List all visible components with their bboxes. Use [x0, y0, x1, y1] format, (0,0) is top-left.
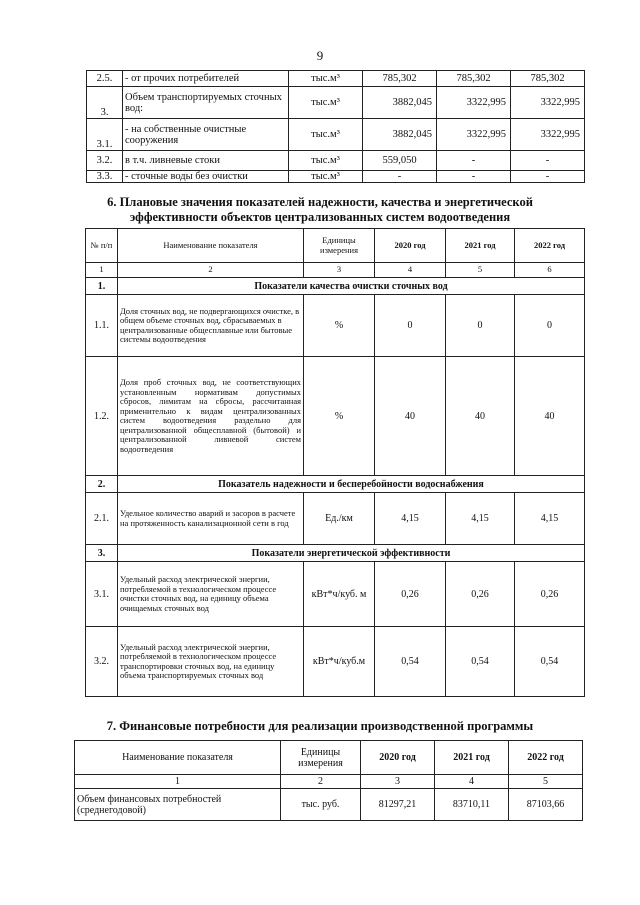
- indicator-name: Удельный расход электрической энергии, потребляемой в технологическом процессе очистки сточных вод, на единицу объема очищаемых сточных вод: [118, 562, 304, 627]
- row-number: 3.2.: [86, 627, 118, 697]
- value-2022: -: [511, 151, 585, 171]
- table-row: [86, 562, 585, 627]
- col-number: 2: [118, 263, 304, 278]
- row-number: 3.1.: [86, 562, 118, 627]
- value-2020: 40: [375, 357, 446, 476]
- col-number: 3: [304, 263, 375, 278]
- header-2020: 2020 год: [375, 229, 446, 263]
- indicator-name: - сточные воды без очистки: [123, 171, 289, 183]
- col-number: 4: [375, 263, 446, 278]
- table-row: [87, 71, 585, 87]
- value-2022: 3322,995: [511, 119, 585, 151]
- value-2020: 3882,045: [363, 87, 437, 119]
- column-numbers-row: [75, 775, 583, 789]
- value-2021: -: [437, 171, 511, 183]
- header-2022: 2022 год: [515, 229, 585, 263]
- value-2022: 785,302: [511, 71, 585, 87]
- group-number: 2.: [86, 476, 118, 493]
- value-2020: 559,050: [363, 151, 437, 171]
- header-row: [86, 229, 585, 263]
- value-2020: 4,15: [375, 493, 446, 545]
- indicator-name: - на собственные очистные сооружения: [123, 119, 289, 151]
- unit-cell: кВт*ч/куб.м: [304, 627, 375, 697]
- value-2021: -: [437, 151, 511, 171]
- financial-needs-table: [74, 740, 583, 821]
- column-numbers-row: [86, 263, 585, 278]
- value-2021: 3322,995: [437, 87, 511, 119]
- reliability-indicators-table: [85, 228, 585, 697]
- group-title: Показатели энергетической эффективности: [118, 545, 585, 562]
- value-2022: -: [511, 171, 585, 183]
- header-unit: Единицы измерения: [281, 741, 361, 775]
- header-row: [75, 741, 583, 775]
- value-2021: 83710,11: [435, 789, 509, 821]
- wastewater-volume-table: [86, 70, 585, 183]
- table-row: [86, 357, 585, 476]
- header-2020: 2020 год: [361, 741, 435, 775]
- row-number: 1.1.: [86, 295, 118, 357]
- section-6-title-line1: 6. Плановые значения показателей надежности, качества и энергетической: [107, 195, 533, 209]
- group-title: Показатель надежности и бесперебойности водоснабжения: [118, 476, 585, 493]
- unit-cell: тыс.м³: [289, 151, 363, 171]
- table-row: [75, 789, 583, 821]
- value-2022: 40: [515, 357, 585, 476]
- page-number: 9: [316, 48, 324, 63]
- unit-cell: %: [304, 295, 375, 357]
- unit-cell: %: [304, 357, 375, 476]
- header-2021: 2021 год: [446, 229, 515, 263]
- group-number: 1.: [86, 278, 118, 295]
- unit-cell: тыс.м³: [289, 171, 363, 183]
- col-number: 2: [281, 775, 361, 789]
- header-name: Наименование показателя: [118, 229, 304, 263]
- section-6-title: [0, 195, 640, 225]
- value-2022: 4,15: [515, 493, 585, 545]
- row-number: 3.2.: [87, 151, 123, 171]
- value-2022: 87103,66: [509, 789, 583, 821]
- header-2022: 2022 год: [509, 741, 583, 775]
- header-name: Наименование показателя: [75, 741, 281, 775]
- group-row: [86, 278, 585, 295]
- indicator-name: - от прочих потребителей: [123, 71, 289, 87]
- header-2021: 2021 год: [435, 741, 509, 775]
- group-title: Показатели качества очистки сточных вод: [118, 278, 585, 295]
- indicator-name: Доля проб сточных вод, не соответствующих установленным нормативам допустимых сбросов, лимитам на сбросы, рассчитанная применительно к видам централизованных систем водоотведения раздельно для централизованной общесплавной (бытовой) и централизованной ливневой систем водоотведения: [118, 357, 304, 476]
- value-2020: 0,54: [375, 627, 446, 697]
- col-number: 4: [435, 775, 509, 789]
- value-2020: 0,26: [375, 562, 446, 627]
- col-number: 6: [515, 263, 585, 278]
- value-2022: 0: [515, 295, 585, 357]
- table-row: [86, 627, 585, 697]
- row-number: 1.2.: [86, 357, 118, 476]
- row-number: 3.: [87, 87, 123, 119]
- value-2021: 4,15: [446, 493, 515, 545]
- indicator-name: Доля сточных вод, не подвергающихся очистке, в общем объеме сточных вод, сбрасываемых в централизованные общесплавные или бытовые системы водоотведения: [118, 295, 304, 357]
- header-num: № п/п: [86, 229, 118, 263]
- row-number: 2.5.: [87, 71, 123, 87]
- value-2021: 0: [446, 295, 515, 357]
- row-number: 2.1.: [86, 493, 118, 545]
- indicator-name: в т.ч. ливневые стоки: [123, 151, 289, 171]
- value-2021: 0,26: [446, 562, 515, 627]
- unit-cell: тыс.м³: [289, 87, 363, 119]
- row-number: 3.1.: [87, 119, 123, 151]
- col-number: 3: [361, 775, 435, 789]
- indicator-name: Удельный расход электрической энергии, потребляемой в технологическом процессе транспортировки сточных вод, на единицу объема транспортируемых сточных вод: [118, 627, 304, 697]
- value-2022: 0,26: [515, 562, 585, 627]
- value-2020: 3882,045: [363, 119, 437, 151]
- value-2021: 0,54: [446, 627, 515, 697]
- value-2020: -: [363, 171, 437, 183]
- table-row: [87, 171, 585, 183]
- unit-cell: тыс.м³: [289, 71, 363, 87]
- row-number: 3.3.: [87, 171, 123, 183]
- group-row: [86, 476, 585, 493]
- group-number: 3.: [86, 545, 118, 562]
- table-row: [87, 119, 585, 151]
- value-2022: 0,54: [515, 627, 585, 697]
- value-2021: 40: [446, 357, 515, 476]
- indicator-name: Удельное количество аварий и засоров в расчете на протяженность канализационной сети в год: [118, 493, 304, 545]
- value-2022: 3322,995: [511, 87, 585, 119]
- col-number: 1: [86, 263, 118, 278]
- unit-cell: Ед./км: [304, 493, 375, 545]
- col-number: 5: [509, 775, 583, 789]
- table-row: [86, 493, 585, 545]
- value-2020: 785,302: [363, 71, 437, 87]
- value-2020: 0: [375, 295, 446, 357]
- table-row: [86, 295, 585, 357]
- unit-cell: кВт*ч/куб. м: [304, 562, 375, 627]
- indicator-name: Объем финансовых потребностей (среднегодовой): [75, 789, 281, 821]
- indicator-name: Объем транспортируемых сточных вод:: [123, 87, 289, 119]
- unit-cell: тыс. руб.: [281, 789, 361, 821]
- section-6-title-line2: эффективности объектов централизованных систем водоотведения: [129, 210, 511, 224]
- table-row: [87, 151, 585, 171]
- header-unit: Единицы измерения: [304, 229, 375, 263]
- unit-cell: тыс.м³: [289, 119, 363, 151]
- col-number: 5: [446, 263, 515, 278]
- col-number: 1: [75, 775, 281, 789]
- value-2020: 81297,21: [361, 789, 435, 821]
- group-row: [86, 545, 585, 562]
- table-row: [87, 87, 585, 119]
- section-7-title: 7. Финансовые потребности для реализации производственной программы: [106, 719, 534, 733]
- value-2021: 785,302: [437, 71, 511, 87]
- value-2021: 3322,995: [437, 119, 511, 151]
